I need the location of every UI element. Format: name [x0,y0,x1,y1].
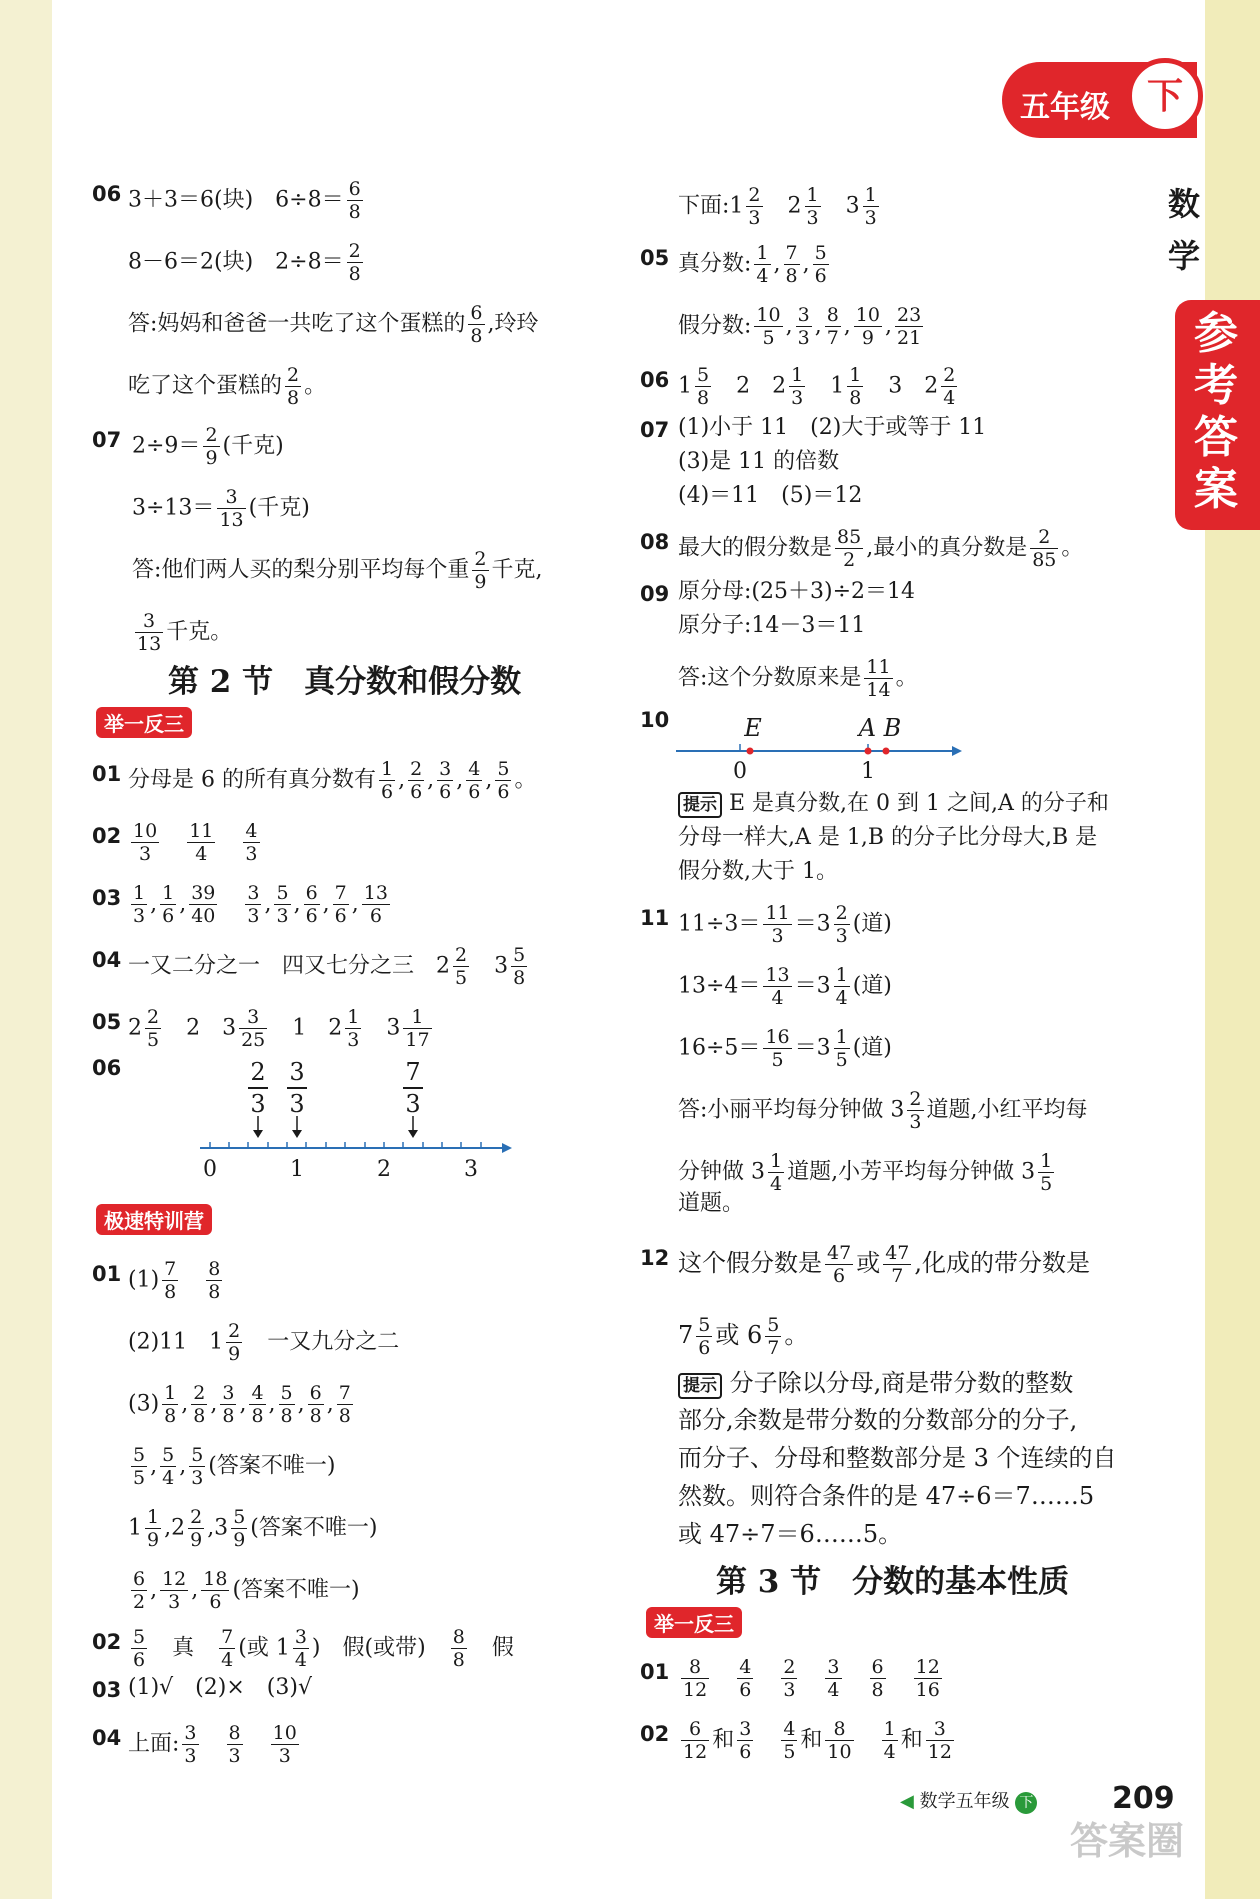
q-number: 05 [92,1010,122,1034]
q-number: 02 [92,1630,122,1654]
answer-line: 分钟做 3 $\frac{1}{4}$ 道题,小芳平均每分钟做 3 $\frac{1}{5}$ [678,1150,1053,1195]
answer-line: $\frac{5}{5}$ , $\frac{5}{4}$ , $\frac{5}{3}$ (答案不唯一) [133,1444,336,1489]
answer-line: $\frac{5}{6}$ 真 $\frac{7}{4}$ (或 1 $\frac{3}{4}$ ) 假(或带) $\frac{8}{8}$ 假 [133,1626,514,1671]
q-number: 09 [640,582,670,606]
section-title: 第 2 节 真分数和假分数 [168,664,522,700]
tick-label: 0 [733,759,747,784]
q-number: 07 [640,418,670,442]
q-number: 01 [92,1262,122,1286]
answer-line: 吃了这个蛋糕的 $\frac{2}{8}$ 。 [128,364,327,409]
answer-line: (4)＝11 (5)＝12 [678,483,863,508]
hint-line: 假分数,大于 1。 [678,859,838,884]
hint-label: 提示 [678,1373,722,1399]
answer-line: 原分母:(25＋3)÷2＝14 [678,579,915,604]
hint-line: 或 47÷7＝6……5。 [678,1520,903,1548]
svg-text:3: 3 [405,1090,421,1118]
answer-line: 答:这个分数原来是 $\frac{11}{14}$ 。 [678,656,918,701]
answer-line: 2÷9＝ $\frac{2}{9}$ (千克) [132,424,284,469]
hint-line: 然数。则符合条件的是 47÷6＝7……5 [678,1482,1095,1510]
answer-line: 这个假分数是 $\frac{47}{6}$ 或 $\frac{47}{7}$ ,化成的带分数是 [678,1242,1091,1287]
answer-line: 上面: $\frac{3}{3}$ $\frac{8}{3}$ $\frac{10}{3}$ [128,1722,297,1767]
q-number: 06 [640,368,670,392]
answer-line: 最大的假分数是 $\frac{85}{2}$ ,最小的真分数是 $\frac{2}{85}$ 。 [678,526,1084,571]
answer-line: 7 $\frac{5}{6}$ 或 6 $\frac{5}{7}$ 。 [678,1314,809,1359]
svg-text:3: 3 [250,1090,266,1118]
section-title: 第 3 节 分数的基本性质 [716,1564,1070,1600]
tick-label: 3 [464,1157,478,1182]
answer-line: 下面:1 $\frac{2}{3}$ 2 $\frac{1}{3}$ 3 $\frac{1}{3}$ [678,184,877,229]
point-label-ab: A B [858,714,902,742]
answer-line: (3) $\frac{1}{8}$ , $\frac{2}{8}$ , $\frac{3}{8}$ , $\frac{4}{8}$ , $\frac{5}{8}$ , $\frac{6}{8}$ , $\frac{7}{8}$ [128,1382,351,1427]
q-number: 12 [640,1246,670,1270]
q-number: 07 [92,428,122,452]
watermark: 答案圈 [1070,1819,1185,1863]
left-margin-strip [0,0,52,1899]
tick-label: 0 [203,1157,217,1182]
q-number: 10 [640,708,670,732]
number-line-fractions [190,1058,520,1188]
svg-text:2: 2 [250,1058,266,1086]
q-number: 02 [92,824,122,848]
footer-book-title: ◀ 数学五年级 下 [900,1787,1037,1814]
answer-line: 道题。 [678,1191,745,1216]
answer-line: $\frac{8}{12}$ $\frac{4}{6}$ $\frac{2}{3}$ $\frac{3}{4}$ $\frac{6}{8}$ $\frac{12}{16}$ [683,1656,940,1701]
answer-line: 13÷4＝ $\frac{13}{4}$ ＝3 $\frac{1}{4}$ (道) [678,964,892,1009]
answer-line: (1)小于 11 (2)大于或等于 11 [678,415,987,440]
q-number: 04 [92,948,122,972]
q-number: 02 [640,1722,670,1746]
answer-line: 3÷13＝ $\frac{3}{13}$ (千克) [132,486,310,531]
tick-label: 1 [290,1157,304,1182]
subject-label: 数学 [1168,185,1201,275]
tick-label: 2 [377,1157,391,1182]
answer-line: $\frac{3}{13}$ 千克。 [137,610,233,655]
svg-text:3: 3 [289,1058,305,1086]
answer-line: $\frac{6}{12}$ 和 $\frac{3}{6}$ $\frac{4}{5}$ 和 $\frac{8}{10}$ $\frac{1}{4}$ 和 $\frac{3}{12}$ [683,1718,952,1763]
section-tag: 极速特训营 [96,1204,212,1235]
answer-line: (3)是 11 的倍数 [678,449,840,474]
answer-line: 答:妈妈和爸爸一共吃了这个蛋糕的 $\frac{6}{8}$ ,玲玲 [128,302,539,347]
hint-line: 提示 分子除以分母,商是带分数的整数 [678,1368,1073,1399]
answer-line: 真分数: $\frac{1}{4}$ , $\frac{7}{8}$ , $\frac{5}{6}$ [678,242,827,287]
q-number: 05 [640,246,670,270]
q-number: 06 [92,182,122,206]
answer-line: 答:他们两人买的梨分别平均每个重 $\frac{2}{9}$ 千克, [132,548,543,593]
answer-line: 8－6＝2(块) 2÷8＝ $\frac{2}{8}$ [128,240,361,285]
grade-label: 五年级 [1020,90,1110,125]
page-number: 209 [1112,1781,1175,1816]
q-number: 03 [92,1678,122,1702]
hint-line: 而分子、分母和整数部分是 3 个连续的自 [678,1444,1117,1472]
answer-line: (1)√ (2)× (3)√ [128,1675,312,1700]
answer-line: $\frac{1}{3}$ , $\frac{1}{6}$ , $\frac{39}{40}$ $\frac{3}{3}$ , $\frac{5}{3}$ , $\frac{6}{6}$ , $\frac{7}{6}$ , $\frac{13}{6}$ [133,882,388,927]
svg-text:3: 3 [289,1090,305,1118]
answer-line: (2)11 1 $\frac{2}{9}$ 一又九分之二 [128,1320,400,1365]
hint-line: 分母一样大,A 是 1,B 的分子比分母大,B 是 [678,825,1098,850]
answer-line: 答:小丽平均每分钟做 3 $\frac{2}{3}$ 道题,小红平均每 [678,1088,1088,1133]
number-line-eab [676,710,966,786]
hint-line: 提示 E 是真分数,在 0 到 1 之间,A 的分子和 [678,790,1109,818]
answer-line: 1 $\frac{1}{9}$ ,2 $\frac{2}{9}$ ,3 $\frac{5}{9}$ (答案不唯一) [128,1506,378,1551]
svg-text:7: 7 [405,1058,421,1086]
answer-line: 16÷5＝ $\frac{16}{5}$ ＝3 $\frac{1}{5}$ (道) [678,1026,892,1071]
answer-line: 原分子:14－3＝11 [678,613,866,638]
answer-line: 假分数: $\frac{10}{5}$ , $\frac{3}{3}$ , $\frac{8}{7}$ , $\frac{10}{9}$ , $\frac{23}{21}$ [678,304,922,349]
q-number: 11 [640,906,670,930]
hint-label: 提示 [678,792,722,818]
answer-line: (1) $\frac{7}{8}$ $\frac{8}{8}$ [128,1258,221,1303]
answer-line: 2 $\frac{2}{5}$ 2 3 $\frac{3}{25}$ 1 2 $\frac{1}{3}$ 3 $\frac{1}{17}$ [128,1006,430,1051]
answer-line: 3＋3＝6(块) 6÷8＝ $\frac{6}{8}$ [128,178,361,223]
answer-line: 分母是 6 的所有真分数有 $\frac{1}{6}$ , $\frac{2}{6}$ , $\frac{3}{6}$ , $\frac{4}{6}$ , $\frac{5}{6}$ 。 [128,758,537,803]
q-number: 01 [640,1660,670,1684]
answer-line: $\frac{6}{2}$ , $\frac{12}{3}$ , $\frac{18}{6}$ (答案不唯一) [133,1568,360,1613]
tick-label: 1 [861,759,875,784]
q-number: 01 [92,762,122,786]
point-label-e: E [744,714,762,742]
term-circle: 下 [1127,58,1203,134]
answer-line: 11÷3＝ $\frac{11}{3}$ ＝3 $\frac{2}{3}$ (道) [678,902,892,947]
side-tab-label: 参考答案 [1194,308,1238,515]
section-tag: 举一反三 [96,707,192,738]
right-margin-strip [1205,0,1260,1899]
q-number: 03 [92,886,122,910]
answer-line: 一又二分之一 四又七分之三 2 $\frac{2}{5}$ 3 $\frac{5}{8}$ [128,944,526,989]
hint-line: 部分,余数是带分数的分数部分的分子, [678,1406,1078,1434]
q-number: 06 [92,1056,122,1080]
answer-line: 1 $\frac{5}{8}$ 2 2 $\frac{1}{3}$ 1 $\frac{1}{8}$ 3 2 $\frac{2}{4}$ [678,364,956,409]
section-tag: 举一反三 [646,1607,742,1638]
answer-line: $\frac{10}{3}$ $\frac{11}{4}$ $\frac{4}{3}$ [133,820,258,865]
q-number: 04 [92,1726,122,1750]
q-number: 08 [640,530,670,554]
